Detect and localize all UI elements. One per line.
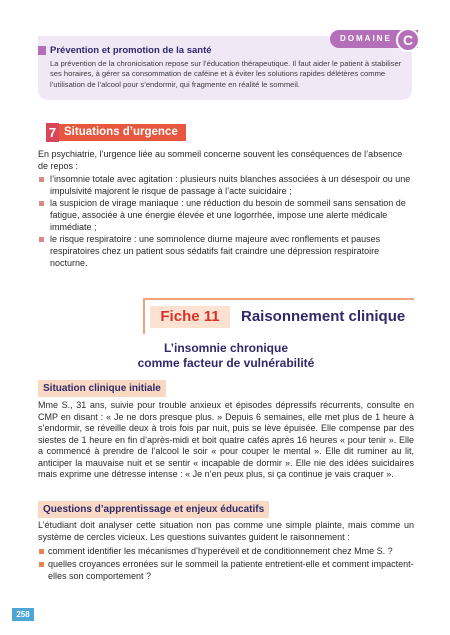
list-item [38, 546, 414, 558]
bullet-square-icon [39, 237, 44, 242]
fiche-frame-horizontal [143, 298, 414, 300]
situation-heading: Situation clinique initiale [38, 380, 166, 397]
list-item [38, 174, 414, 198]
question-text: comment identifier les mécanismes d’hyperéveil et de conditionnement chez Mme S. ? [48, 546, 393, 556]
bullet-text: le risque respiratoire : une somnolence diurne majeure avec ronflements et pauses respiratoires chez un patient sous sédatifs fait craindre une dépression respiratoire nocturne. [50, 234, 381, 268]
bullet-square-icon [39, 177, 44, 182]
page-number: 258 [12, 608, 34, 621]
bullet-text: la suspicion de virage maniaque : une réduction du besoin de sommeil sans sensation de fatigue, associée à une énergie élevée et une logorrhée, impose une alerte médicale immédiate ; [50, 198, 406, 232]
section-number: 7 [46, 123, 59, 142]
domain-title: Prévention et promotion de la santé [50, 45, 212, 56]
list-item [38, 198, 414, 233]
list-item [38, 234, 414, 269]
section-title: Situations d’urgence [59, 124, 186, 141]
case-title [38, 341, 414, 371]
bullet-square-icon [39, 201, 44, 206]
question-text: quelles croyances erronées sur le sommeil la patiente entretient-elle et comment impactent-elles son comportement ? [48, 559, 414, 581]
bullet-square-icon [39, 562, 44, 567]
questions-heading: Questions d’apprentissage et enjeux éducatifs [38, 501, 269, 518]
fiche-frame-vertical [143, 298, 145, 334]
case-title-line-2: comme facteur de vulnérabilité [137, 356, 315, 370]
case-title-line-1: L’insomnie chronique [163, 341, 288, 355]
section-intro: En psychiatrie, l’urgence liée au sommeil concerne souvent les conséquences de l’absence de repos : [38, 149, 403, 171]
questions-intro: L’étudiant doit analyser cette situation non pas comme une simple plainte, mais comme un système de cercles vicieux. Les questions suivantes guident le raisonnement : [38, 520, 414, 542]
domain-tag: DOMAINE [330, 30, 418, 48]
domain-text: La prévention de la chronicisation repose sur l’éducation thérapeutique. Il faut aider le patient à stabiliser ses horaires, à gérer sa consommation de caféine et à éviter les solutions rapides délétères comme l’utilisation de l’alcool pour s’endormir, qui fragmente en réalité le sommeil. [50, 59, 402, 89]
fiche-label: Fiche 11 [150, 306, 230, 328]
list-item [38, 559, 414, 582]
situation-text: Mme S., 31 ans, suivie pour trouble anxieux et épisodes dépressifs récurrents, consulte en CMP en disant : « Je ne dors presque plus. » Depuis 6 semaines, elle met plus de 1 heure à s’endormir, se réveille deux à trois fois par nuit, puis se lève épuisée. Elle compense par des siestes de 1 heure en fin d’après-midi et boit quatre cafés après 16 heures « pour tenir ». Elle a commencé à prendre de l’alcool le soir « pour couper le mental ». Elle dit ruminer au lit, anticiper la mauvaise nuit et se sentir « incapable de dormir ». Elle nie des idées suicidaires mais exprime une détresse intense : « Je n’en peux plus, si ça continue je vais craquer ». [38, 400, 414, 479]
domain-letter: C [396, 28, 420, 52]
bullet-text: l’insomnie totale avec agitation : plusieurs nuits blanches associées à un désespoir ou une impulsivité majorent le risque de passage à l’acte suicidaire ; [50, 174, 411, 196]
bullet-square-icon [39, 549, 44, 554]
domain-marker [38, 46, 46, 55]
fiche-title: Raisonnement clinique [241, 308, 406, 325]
